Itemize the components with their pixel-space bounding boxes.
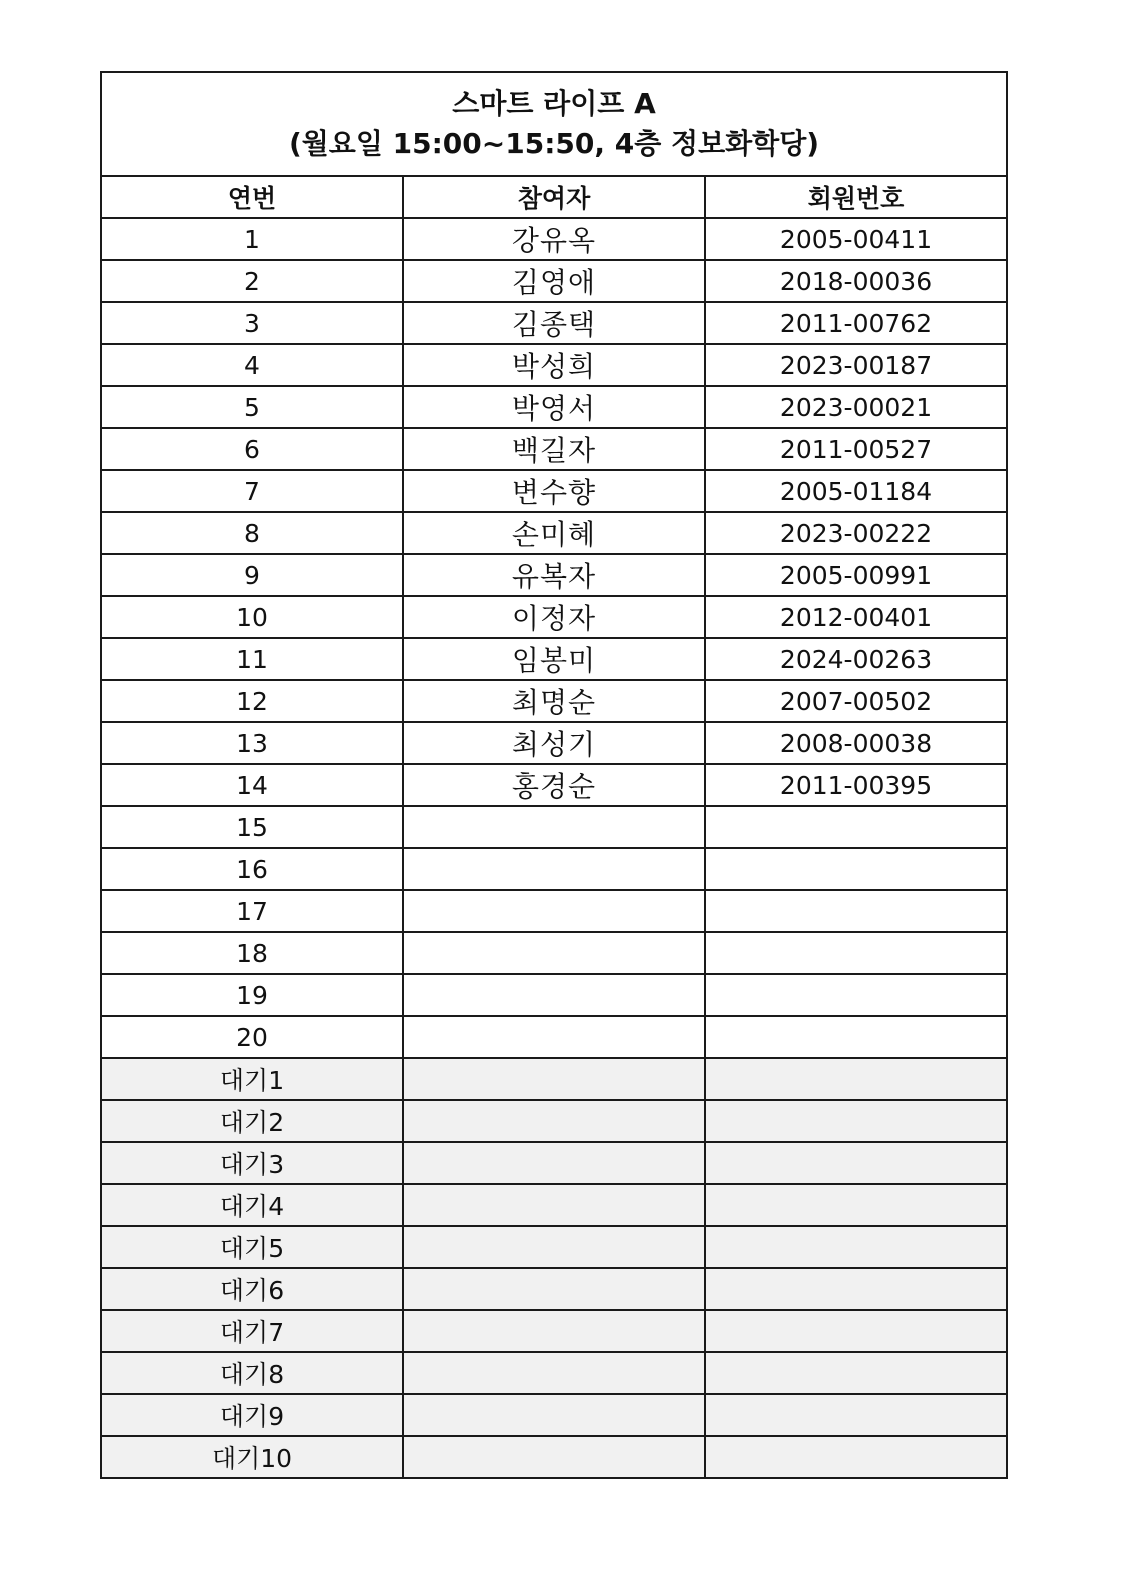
waitlist-row (101, 1310, 1007, 1352)
row-number-cell: 1 (101, 218, 403, 260)
member-id-cell: 2011-00395 (705, 764, 1007, 806)
row-number-cell: 16 (101, 848, 403, 890)
member-id-cell: 2011-00527 (705, 428, 1007, 470)
waitlist-row (101, 1058, 1007, 1100)
participant-name-cell (403, 806, 705, 848)
row-number-cell: 19 (101, 974, 403, 1016)
table-row (101, 260, 1007, 302)
row-number-cell: 3 (101, 302, 403, 344)
participant-name-cell: 유복자 (403, 554, 705, 596)
member-id-cell (705, 1352, 1007, 1394)
row-number-cell: 15 (101, 806, 403, 848)
row-number-cell: 14 (101, 764, 403, 806)
participant-name-cell: 최명순 (403, 680, 705, 722)
member-id-cell: 2005-00411 (705, 218, 1007, 260)
row-number-cell: 대기7 (101, 1310, 403, 1352)
table-row (101, 680, 1007, 722)
participant-name-cell (403, 1268, 705, 1310)
row-number-cell: 9 (101, 554, 403, 596)
row-number-cell: 13 (101, 722, 403, 764)
row-number-cell: 대기5 (101, 1226, 403, 1268)
waitlist-row (101, 1142, 1007, 1184)
participant-name-cell: 김영애 (403, 260, 705, 302)
row-number-cell: 6 (101, 428, 403, 470)
table-row (101, 1016, 1007, 1058)
participant-name-cell: 홍경순 (403, 764, 705, 806)
member-id-cell: 2023-00021 (705, 386, 1007, 428)
participant-name-cell: 김종택 (403, 302, 705, 344)
participant-name-cell: 이정자 (403, 596, 705, 638)
table-row (101, 470, 1007, 512)
member-id-cell: 2023-00222 (705, 512, 1007, 554)
row-number-cell: 18 (101, 932, 403, 974)
title-row (101, 72, 1007, 176)
member-id-cell (705, 932, 1007, 974)
table-row (101, 638, 1007, 680)
participant-name-cell: 임봉미 (403, 638, 705, 680)
participant-table (100, 71, 1008, 1479)
participant-name-cell: 변수향 (403, 470, 705, 512)
column-header-number: 연번 (101, 176, 403, 218)
row-number-cell: 20 (101, 1016, 403, 1058)
table-row (101, 848, 1007, 890)
table-row (101, 974, 1007, 1016)
row-number-cell: 17 (101, 890, 403, 932)
column-header-participant: 참여자 (403, 176, 705, 218)
participant-name-cell: 박성희 (403, 344, 705, 386)
participant-name-cell (403, 1058, 705, 1100)
participant-name-cell (403, 1226, 705, 1268)
member-id-cell (705, 1310, 1007, 1352)
row-number-cell: 4 (101, 344, 403, 386)
table-row (101, 218, 1007, 260)
member-id-cell: 2005-00991 (705, 554, 1007, 596)
member-id-cell: 2012-00401 (705, 596, 1007, 638)
participant-name-cell (403, 1184, 705, 1226)
participant-name-cell (403, 1394, 705, 1436)
participant-name-cell (403, 848, 705, 890)
member-id-cell (705, 848, 1007, 890)
participant-name-cell: 강유옥 (403, 218, 705, 260)
row-number-cell: 대기8 (101, 1352, 403, 1394)
participant-name-cell (403, 1100, 705, 1142)
row-number-cell: 2 (101, 260, 403, 302)
table-row (101, 512, 1007, 554)
member-id-cell (705, 1100, 1007, 1142)
column-header-row (101, 176, 1007, 218)
member-id-cell (705, 1184, 1007, 1226)
waitlist-row (101, 1268, 1007, 1310)
table-title (101, 72, 1007, 176)
member-id-cell (705, 1058, 1007, 1100)
member-id-cell (705, 1436, 1007, 1478)
waitlist-row (101, 1226, 1007, 1268)
table-row (101, 554, 1007, 596)
member-id-cell (705, 1268, 1007, 1310)
waitlist-row (101, 1352, 1007, 1394)
member-id-cell: 2024-00263 (705, 638, 1007, 680)
participant-name-cell (403, 1352, 705, 1394)
row-number-cell: 10 (101, 596, 403, 638)
member-id-cell: 2008-00038 (705, 722, 1007, 764)
table-row (101, 386, 1007, 428)
member-id-cell: 2023-00187 (705, 344, 1007, 386)
member-id-cell (705, 1394, 1007, 1436)
row-number-cell: 대기1 (101, 1058, 403, 1100)
waitlist-row (101, 1100, 1007, 1142)
table-row (101, 806, 1007, 848)
waitlist-row (101, 1184, 1007, 1226)
participant-name-cell (403, 1310, 705, 1352)
waitlist-row (101, 1436, 1007, 1478)
row-number-cell: 5 (101, 386, 403, 428)
member-id-cell: 2018-00036 (705, 260, 1007, 302)
table-row (101, 764, 1007, 806)
table-body (101, 218, 1007, 1478)
member-id-cell (705, 1016, 1007, 1058)
table-row (101, 932, 1007, 974)
table-row (101, 596, 1007, 638)
member-id-cell (705, 806, 1007, 848)
row-number-cell: 11 (101, 638, 403, 680)
member-id-cell: 2007-00502 (705, 680, 1007, 722)
participant-name-cell: 백길자 (403, 428, 705, 470)
participant-name-cell (403, 1016, 705, 1058)
participant-name-cell: 박영서 (403, 386, 705, 428)
participant-name-cell (403, 890, 705, 932)
member-id-cell: 2005-01184 (705, 470, 1007, 512)
column-header-member-id: 회원번호 (705, 176, 1007, 218)
row-number-cell: 12 (101, 680, 403, 722)
participant-name-cell: 손미혜 (403, 512, 705, 554)
row-number-cell: 8 (101, 512, 403, 554)
table-row (101, 302, 1007, 344)
table-row (101, 890, 1007, 932)
row-number-cell: 대기6 (101, 1268, 403, 1310)
row-number-cell: 대기4 (101, 1184, 403, 1226)
table-row (101, 428, 1007, 470)
participant-name-cell (403, 974, 705, 1016)
title-class-name: 스마트 라이프 A (452, 87, 656, 120)
member-id-cell (705, 974, 1007, 1016)
waitlist-row (101, 1394, 1007, 1436)
row-number-cell: 7 (101, 470, 403, 512)
row-number-cell: 대기9 (101, 1394, 403, 1436)
participant-name-cell (403, 932, 705, 974)
title-schedule: (월요일 15:00~15:50, 4층 정보화학당) (288, 127, 820, 160)
member-id-cell (705, 1226, 1007, 1268)
participant-name-cell (403, 1436, 705, 1478)
table-row (101, 344, 1007, 386)
participant-name-cell (403, 1142, 705, 1184)
row-number-cell: 대기3 (101, 1142, 403, 1184)
row-number-cell: 대기2 (101, 1100, 403, 1142)
member-id-cell (705, 890, 1007, 932)
row-number-cell: 대기10 (101, 1436, 403, 1478)
member-id-cell: 2011-00762 (705, 302, 1007, 344)
member-id-cell (705, 1142, 1007, 1184)
participant-name-cell: 최성기 (403, 722, 705, 764)
table-row (101, 722, 1007, 764)
